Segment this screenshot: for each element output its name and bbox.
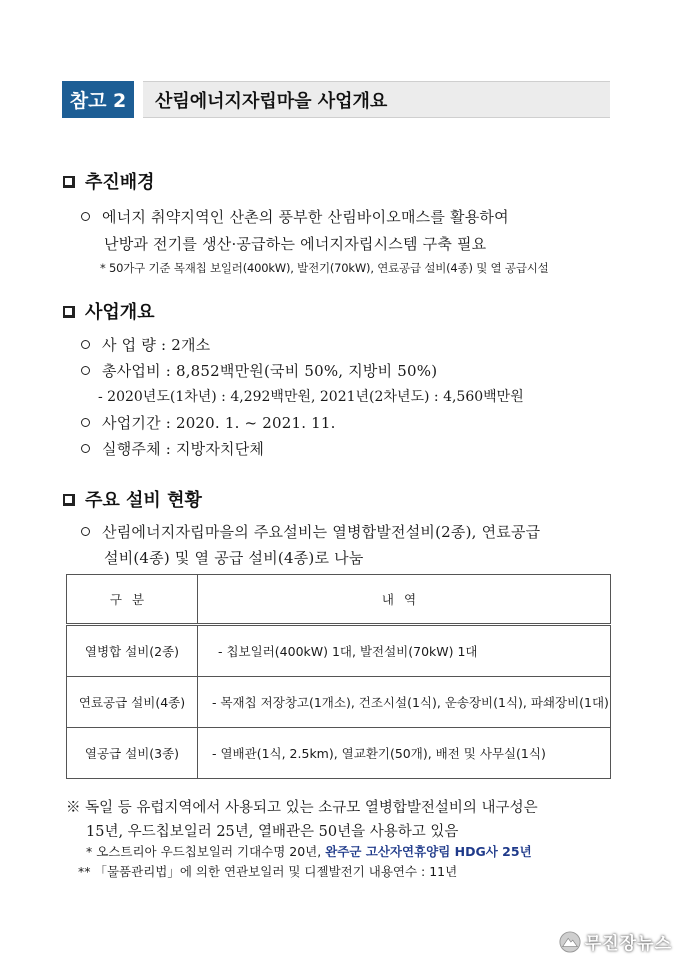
note-highlight: 완주군 고산자연휴양림 HDG사 25년 [325, 844, 532, 859]
note-star2: ** 「물품관리법」에 의한 연관보일러 및 디젤발전기 내용연수 : 11년 [78, 864, 458, 879]
reference-badge: 참고 2 [62, 81, 134, 118]
facilities-bullet-continuation: 설비(4종) 및 열 공급 설비(4종)로 나눔 [104, 549, 364, 567]
page-title: 산림에너지자립마을 사업개요 [143, 81, 610, 118]
section-heading-text: 주요 설비 현황 [85, 490, 202, 511]
section-heading-facilities [63, 486, 202, 512]
overview-item-executor: 실행주체 : 지방자치단체 [81, 438, 264, 459]
note-main-continuation: 15년, 우드칩보일러 25년, 열배관은 50년을 사용하고 있음 [86, 824, 459, 840]
table-header-category: 구분 [67, 575, 198, 625]
circle-bullet-icon [81, 340, 90, 349]
circle-bullet-icon [81, 418, 90, 427]
circle-bullet-icon [81, 212, 90, 221]
background-footnote: * 50가구 기준 목재칩 보일러(400kW), 발전기(70kW), 연료공급 설비(4종) 및 열 공급시설 [100, 261, 549, 275]
table-cell-detail: - 열배관(1식, 2.5km), 열교환기(50개), 배전 및 사무실(1식) [198, 728, 611, 779]
table-cell-category: 열공급 설비(3종) [67, 728, 198, 779]
section-heading-text: 사업개요 [85, 302, 155, 323]
facilities-bullet: 산림에너지자립마을의 주요설비는 열병합발전설비(2종), 연료공급 [81, 521, 540, 542]
note-main: ※ 독일 등 유럽지역에서 사용되고 있는 소규모 열병합발전설비의 내구성은 [66, 800, 538, 816]
checkbox-square-icon [63, 494, 75, 506]
note-star1: * 오스트리아 우드칩보일러 기대수명 20년, 완주군 고산자연휴양림 HDG사 25년 [86, 844, 532, 859]
overview-item-period: 사업기간 : 2020. 1. ~ 2021. 11. [81, 412, 336, 433]
circle-bullet-icon [81, 366, 90, 375]
circle-bullet-icon [81, 444, 90, 453]
overview-item-volume: 사 업 량 : 2개소 [81, 334, 210, 355]
section-heading-text: 추진배경 [85, 172, 155, 193]
background-bullet: 에너지 취약지역인 산촌의 풍부한 산림바이오매스를 활용하여 [81, 206, 509, 227]
background-bullet-continuation: 난방과 전기를 생산·공급하는 에너지자립시스템 구축 필요 [104, 235, 487, 253]
table-row [67, 677, 611, 728]
watermark: 무진장뉴스 [559, 929, 672, 954]
table-row [67, 625, 611, 677]
facilities-table [66, 574, 611, 779]
table-cell-category: 연료공급 설비(4종) [67, 677, 198, 728]
section-heading-overview [63, 298, 155, 324]
overview-budget-breakdown: - 2020년도(1차년) : 4,292백만원, 2021년(2차년도) : 4,560백만원 [98, 389, 524, 405]
table-cell-category: 열병합 설비(2종) [67, 625, 198, 677]
table-cell-detail: - 목재칩 저장창고(1개소), 건조시설(1식), 운송장비(1식), 파쇄장비(1대) [198, 677, 611, 728]
mountain-logo-icon [559, 931, 581, 953]
table-row [67, 728, 611, 779]
checkbox-square-icon [63, 306, 75, 318]
checkbox-square-icon [63, 176, 75, 188]
table-header-row [67, 575, 611, 625]
table-cell-detail: - 칩보일러(400kW) 1대, 발전설비(70kW) 1대 [198, 625, 611, 677]
section-heading-background [63, 168, 155, 194]
table-header-detail: 내역 [198, 575, 611, 625]
circle-bullet-icon [81, 527, 90, 536]
overview-item-budget: 총사업비 : 8,852백만원(국비 50%, 지방비 50%) [81, 360, 437, 381]
